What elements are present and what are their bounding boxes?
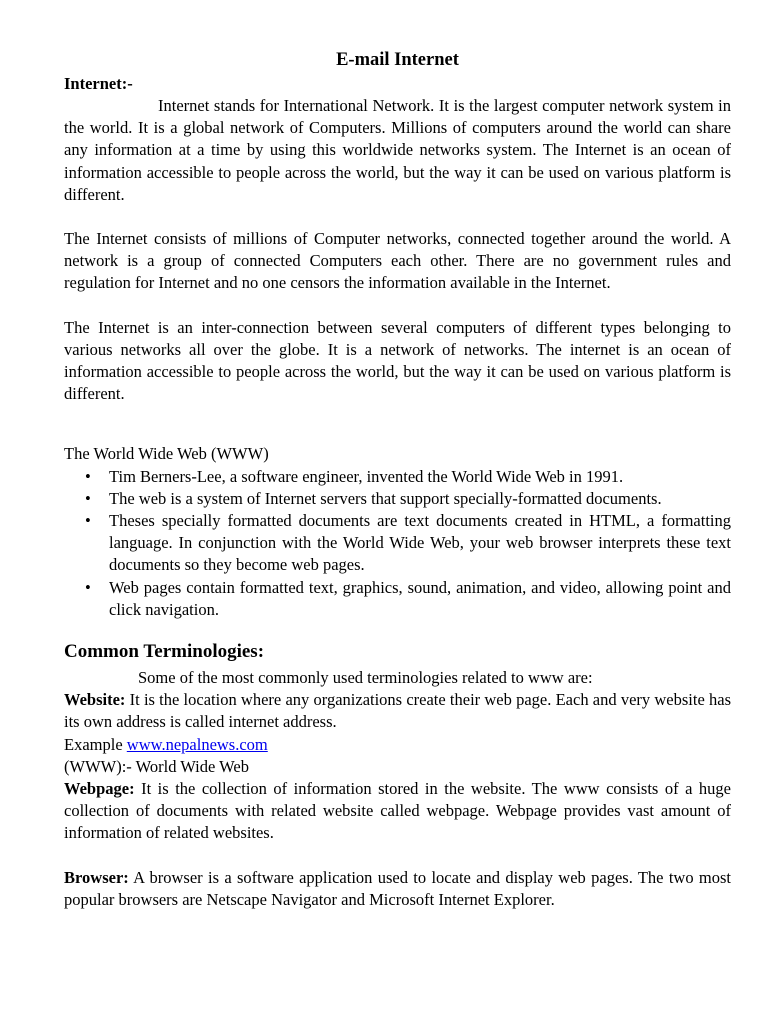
document-content [64, 48, 731, 911]
www-line: (WWW):- World Wide Web [64, 756, 249, 776]
website-definition [64, 689, 731, 733]
list-item: • Tim Berners-Lee, a software engineer, invented the World Wide Web in 1991. [64, 466, 731, 488]
internet-heading: Internet:- [64, 74, 133, 93]
webpage-term: Webpage: [64, 779, 135, 799]
browser-definition [64, 867, 731, 911]
list-item: • Theses specially formatted documents are text documents created in HTML, a formatting language. In conjunction with the World Wide Web, your web browser interprets these text documents so they become web pages. [64, 510, 731, 577]
document-title: E-mail Internet [336, 50, 459, 70]
internet-paragraph-3: The Internet is an inter-connection between several computers of different types belonging to various networks all over the globe. It is a network of networks. The internet is an ocean of information accessible to people across the world, but the way it can be used on various platform is different. [64, 317, 731, 404]
example-link[interactable]: www.nepalnews.com [126, 734, 268, 754]
example-line [64, 734, 731, 756]
browser-term: Browser: [64, 867, 129, 887]
example-label: Example [64, 734, 127, 754]
internet-paragraph-1: Internet stands for International Network. It is the largest computer network system in the world. It is a global network of Computers. Millions of computers around the world can share any information at a time by using this worldwide networks system. The Internet is an ocean of information accessible to people across the world, but the way it can be used on various platform is different. [64, 96, 731, 204]
www-bullet-list [64, 466, 731, 621]
terminologies-heading: Common Terminologies: [64, 641, 265, 663]
webpage-definition [64, 778, 731, 845]
terminologies-intro: Some of the most commonly used terminologies related to www are: [138, 668, 593, 688]
browser-text: A browser is a software application used to locate and display web pages. The two most popular browsers are Netscape Navigator and Microsoft Internet Explorer. [64, 867, 731, 909]
list-item: • The web is a system of Internet servers that support specially-formatted documents. [64, 488, 731, 510]
www-heading: The World Wide Web (WWW) [64, 444, 269, 464]
internet-paragraph-2: The Internet consists of millions of Computer networks, connected together around the world. A network is a group of connected Computers each other. There are no government rules and regulation for Internet and no one censors the information available in the Internet. [64, 229, 731, 293]
webpage-text: It is the collection of information stored in the website. The www consists of a huge collection of documents with related website called webpage. Webpage provides vast amount of information of related websites. [64, 779, 731, 843]
website-term: Website: [64, 690, 126, 710]
website-text: It is the location where any organizations create their web page. Each and very website has its own address is called internet address. [64, 690, 731, 732]
list-item: • Web pages contain formatted text, graphics, sound, animation, and video, allowing point and click navigation. [64, 577, 731, 621]
